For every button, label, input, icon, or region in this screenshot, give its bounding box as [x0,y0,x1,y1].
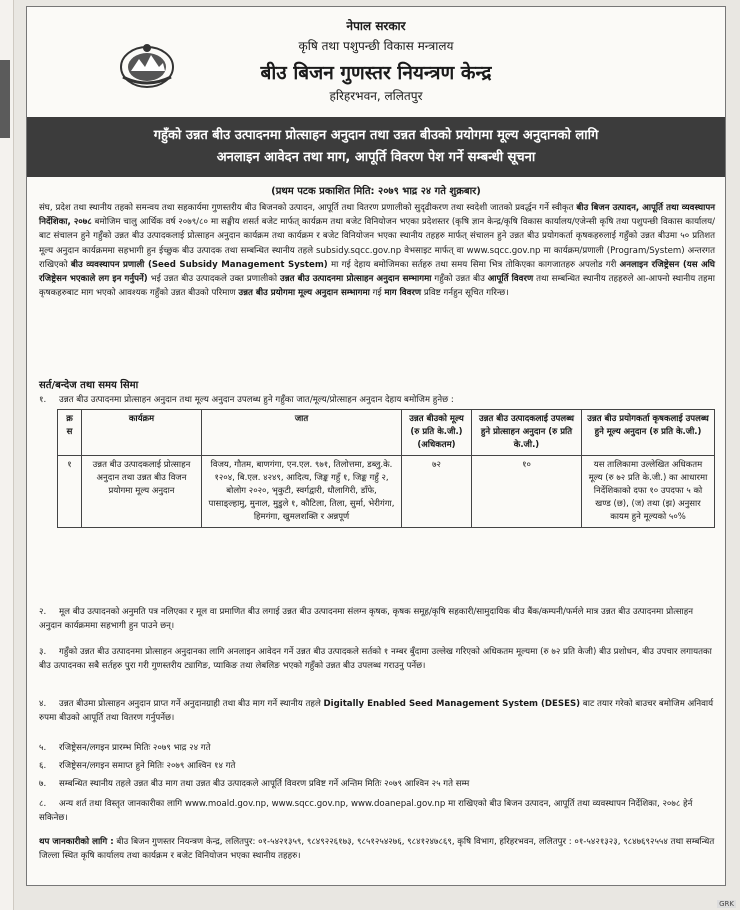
term-text: बाट तयार गरेको बाउचर बमोजिम अनिवार्य रुपमा बीउको आपूर्ति तथा वितरण गर्नुपर्नेछ। [39,699,714,724]
term-text: गहुँको उन्नत बीउ उत्पादनमा प्रोत्साहन अनुदानका लागि अनलाइन आवेदन गर्ने उन्नत बीउ उत्पादकले सर्तको १ नम्बर बुँदामा उल्लेख गरिएको अधिकतम मूल्यमा (रु ७२ प्रति केजी) बीउ प्रशोधन, बीउ उपचार लगायतका बीउ उत्पादनका सबै सर्तहरु पुरा गरी गुणस्तरीय ट्यागिङ, प्याकिङ तथा लेबलिङ भएको गहुँको उन्नत बीउ उपलब्ध गराउनु पर्नेछ। [39,647,712,672]
column-header-farmer-subsidy: उन्नत बीउ प्रयोगकर्ता कृषकलाई उपलब्ध हुने मूल्य अनुदान (रु प्रति के.जी.) [582,410,715,456]
term-number: ५. [39,743,47,753]
column-header-program: कार्यक्रम [82,410,202,456]
term-item-8 [39,797,715,825]
term-text: उन्नत बीउमा प्रोत्साहन अनुदान प्राप्त गर्ने अनुदानग्राही तथा बीउ माग गर्ने स्थानीय तहले [59,699,324,709]
intro-text: गहुँको उन्नत बीउ [431,274,488,285]
cell-program: उन्नत बीउ उत्पादकलाई प्रोत्साहन अनुदान तथा उन्नत बीउ विजन प्रयोगमा मूल्य अनुदान [82,456,202,528]
notice-page [26,6,726,886]
table-header-row [58,410,715,456]
contact-info [39,835,715,863]
term-item-7 [39,777,715,791]
intro-supply-details: आपूर्ति विवरण [487,274,534,285]
intro-text: मा गई देहाय बमोजिमका सर्तहरु तथा समय सिमा भित्र तोकिएका कागजातहरु अपलोड गरी [327,259,620,270]
intro-text: भई उन्नत बीउ उत्पादकले उक्त प्रणालीको [147,274,280,285]
term-number: १. [39,395,47,405]
terms-heading: सर्त/बन्देज तथा समय सिमा [39,380,139,391]
intro-demand-details: माग विवरण [384,288,422,299]
term-text: अन्य शर्त तथा विस्तृत जानकारीका लागि www.moald.gov.np, www.sqcc.gov.np, www.doanepal.gov.np मा राखिएको बीउ बिजन उत्पादन, आपूर्ति तथा व्यवस्थापन निर्देशिका, २०७८ हेर्न सकिनेछ। [39,799,693,824]
notice-title [27,117,725,177]
notice-title-line1: गहुँको उन्नत बीउ उत्पादनमा प्रोत्साहन अनुदान तथा उन्नत बीउको प्रयोगमा मूल्य अनुदानको लागि [153,128,599,143]
intro-subsidy-section: उन्नत बीउ प्रयोगमा मूल्य अनुदान सम्भागमा [238,288,370,299]
term-item-5 [39,741,715,755]
government-name: नेपाल सरकार [346,19,406,33]
term-system-name: Digitally Enabled Seed Management System (DESES) [323,699,581,709]
term-item-4 [39,697,715,725]
term-text: सम्बन्धित स्थानीय तहले उन्नत बीउ माग तथा उन्नत बीउ उत्पादकले आपूर्ति विवरण प्रविष्ट गर्ने अन्तिम मितिः २०७९ आश्विन २५ गते सम्म [59,779,470,789]
term-text: रजिष्ट्रेसन/लगइन प्रारम्भ मितिः २०७९ भाद्र २४ गते [59,743,211,753]
contact-text: बीउ बिजन गुणस्तर नियन्त्रण केन्द्र, ललितपुर: ०१-५४२१३५९, ९८४९२२६१७३, ९८५१२५४२७६, ९८४१२४७८६९, कृषि विभाग, हरिहरभवन, ललितपुर : ०१-५४२१३२३, ९८४७६९२५५४ तथा सम्बन्धित जिल्ला स्थित कृषि कार्यालय तथा कार्यक्रम र बजेट विनियोजन भएका स्थानीय तहहरु। [39,837,715,862]
cell-producer-grant: १० [472,456,582,528]
intro-paragraph [39,201,715,300]
term-number: ८. [39,799,47,809]
ministry-name: कृषि तथा पशुपन्छी विकास मन्त्रालय [298,39,454,53]
intro-registration: अनलाइन रजिष्ट्रेसन (यस अघि रजिष्ट्रेसन भएकाले लग इन गर्नुपर्ने) [39,259,715,285]
cell-price: ७२ [402,456,472,528]
term-number: ६. [39,761,47,771]
term-item-1 [39,393,715,407]
term-number: ३. [39,647,47,657]
cell-farmer-subsidy: यस तालिकामा उल्लेखित अधिकतम मूल्य (रु ७२ प्रति के.जी.) का आधारमा निर्देशिकाको दफा १० उपदफा ५ को खण्ड (छ), (ज) तथा (झ) अनुसार कायम हुने मूल्यको ५०% [582,456,715,528]
office-name: बीउ बिजन गुणस्तर नियन्त्रण केन्द्र [260,62,492,84]
column-header-sn: क्र स [58,410,82,456]
term-text: मूल बीउ उत्पादनको अनुमति पत्र नलिएका र मूल वा प्रमाणित बीउ लगाई उन्नत बीउ उत्पादनमा संलग्न कृषक, कृषक समूह/कृषि सहकारी/सामुदायिक बीउ बैंक/कम्पनी/फर्मले मात्र उन्नत बीउ उत्पादनमा प्रोत्साहन अनुदान कार्यक्रममा सहभागी हुन पाउने छन्। [39,607,694,632]
contact-label: थप जानकारीको लागि : [39,837,114,847]
adjacent-page-strip [0,0,14,910]
term-number: ४. [39,699,47,709]
notice-header [27,7,725,117]
cell-varieties: विजय, गौतम, बाणगंगा, एन.एल. ९७१, तिलोत्तमा, डब्लु.के. १२०४, बि.एल. ४२४९, आदित्य, जिङ्क गहुँ १, जिङ्क गहुँ २, बोलोग २०२०, भृकुटी, स्वर्गद्वारी, धौलागिरी, डाँफे, पासाङ्ल्हामु, मुनाल, मुडुले १, कौटिला, तिला, सुर्मा, भेरीगंगा, हिमगंगा, खुमलशक्ति र अन्नपूर्ण [202,456,402,528]
term-number: ७. [39,779,47,789]
adjacent-page-photo [0,60,10,138]
term-text: रजिष्ट्रेसन/लगइन समाप्त हुने मितिः २०७९ आश्विन १४ गते [59,761,236,771]
intro-text: बमोजिम चालु आर्थिक वर्ष २०७९/८० मा सङ्घीय शसर्त बजेट मार्फत् कार्यक्रम तथा बजेट विनियोजन भएका प्रदेशस्तर (कृषि ज्ञान केन्द्र/कृषि विकास कार्यालय/एजेन्सी कृषि तथा पशुपन्छी विकास कार्यालय/बाट संचालन हुने गहुँको उन्नत बीउ उत्पादकलाई प्रोत्साहन अनुदान कार्यक्रम तथा कार्यक्रम र बजेट विनियोजन भएका स्थानीय तहहरु मार्फत् संचालन हुने उन्नत बीउ प्रयोगकर्ता कृषकहरुलाई गहुँको उन्नत बीउमा ५० प्रतिशत मूल्य अनुदान कार्यक्रममा सहभागी हुन ईच्छुक बीउ उत्पादक तथा सम्बन्धित स्थानीय तहले subsidy.sqcc.gov.np वेभसाइट मार्फत् वा www.sqcc.gov.np मा कार्यक्रम/प्रणाली (Program/System) अन्तरगत राखिएको [39,217,715,270]
column-header-price: उन्नत बीउको मूल्य (रु प्रति के.जी.) (अधिकतम) [402,410,472,456]
office-address: हरिहरभवन, ललितपुर [329,89,423,103]
corner-watermark: GRK [719,900,734,908]
intro-text: गई [369,288,385,299]
term-text: उन्नत बीउ उत्पादनमा प्रोत्साहन अनुदान तथा मूल्य अनुदान उपलब्ध हुने गहुँका जात/मूल्य/प्रोत्साहन अनुदान देहाय बमोजिम हुनेछ : [59,395,454,405]
intro-grant-section: उन्नत बीउ उत्पादनमा प्रोत्साहन अनुदान सम्भागमा [280,274,432,285]
intro-text: संघ, प्रदेश तथा स्थानीय तहको समन्वय तथा सहकार्यमा गुणस्तरीय बीउ बिजनको उत्पादन, आपूर्ति तथा वितरण प्रणालीको सुदृढीकरण तथा स्वदेशी जातको प्रवर्द्धन गर्ने स्वीकृत [39,203,577,213]
column-header-variety: जात [202,410,402,456]
intro-system-name: बीउ व्यवस्थापन प्रणाली (Seed Subsidy Management System) [70,259,328,270]
intro-text: तथा सम्बन्धित स्थानीय तहहरुले आ-आफ्नो स्थानीय तहमा कृषकहरुबाट माग भएको आवश्यक गहुँको उन्नत बीउको परिमाण [39,274,715,299]
intro-text: प्रविष्ट गर्नहुन सूचित गरिन्छ। [421,288,509,299]
term-number: २. [39,607,47,617]
term-item-6 [39,759,715,773]
term-item-2 [39,605,715,633]
notice-title-line2: अनलाइन आवेदन तथा माग, आपूर्ति विवरण पेश गर्ने सम्बन्धी सूचना [216,150,536,165]
grant-table [57,409,715,528]
intro-directive-name: बीउ बिजन उत्पादन, आपूर्ति तथा व्यवस्थापन निर्देशिका, २०७८ [39,203,715,228]
table-row [58,456,715,528]
publication-date: (प्रथम पटक प्रकाशित मिति: २०७९ भाद्र २४ गते शुक्रबार) [271,186,481,197]
column-header-producer-grant: उन्नत बीउ उत्पादकलाई उपलब्ध हुने प्रोत्साहन अनुदान (रु प्रति के.जी.) [472,410,582,456]
cell-sn: १ [58,456,82,528]
term-item-3 [39,645,715,673]
